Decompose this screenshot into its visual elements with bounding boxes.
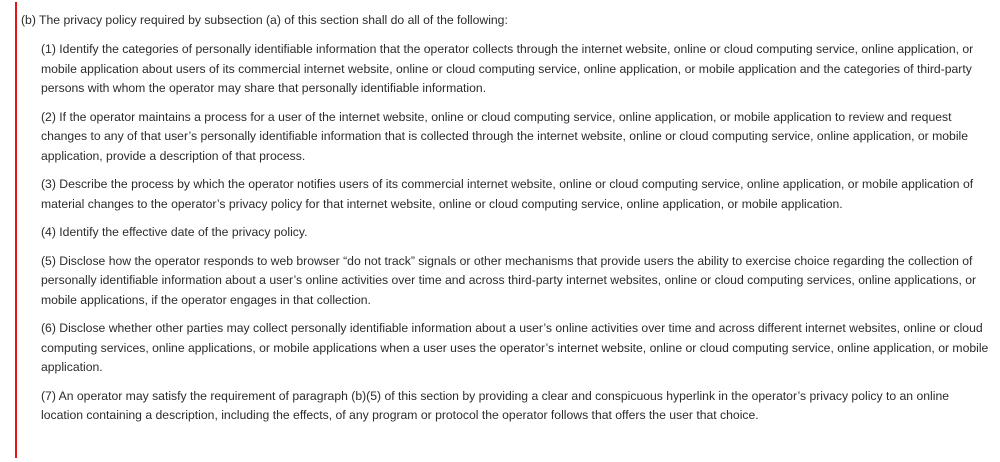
list-item: (3) Describe the process by which the operator notifies users of its commercial internet website, online or cloud computing service, online application, or mobile application of material changes to the operator’s privacy policy for that internet website, online or cloud computing service, online application, or mobile application. [41, 177, 974, 211]
requirements-list [21, 40, 993, 426]
list-item: (6) Disclose whether other parties may collect personally identifiable information about a user’s online activities over time and across different internet websites, online or cloud computing services, online applications, or mobile applications when a user uses the operator’s internet website, online or cloud computing service, online application, or mobile application. [41, 321, 989, 374]
blockquote-bar [15, 2, 17, 458]
list-item: (4) Identify the effective date of the privacy policy. [41, 225, 308, 239]
list-item: (1) Identify the categories of personally identifiable information that the operator collects through the internet website, online or cloud computing service, online application, or mobile application about users of its commercial internet website, online or cloud computing service, online application, or mobile application and the categories of third-party persons with whom the operator may share that personally identifiable information. [41, 42, 974, 95]
list-item: (7) An operator may satisfy the requirement of paragraph (b)(5) of this section by providing a clear and conspicuous hyperlink in the operator’s privacy policy to an online location containing a description, including the effects, of any program or protocol the operator follows that offers the user that choice. [41, 388, 949, 422]
list-item: (5) Disclose how the operator responds to web browser “do not track” signals or other mechanisms that provide users the ability to exercise choice regarding the collection of personally identifiable information about a user’s online activities over time and across third-party internet websites, online or cloud computing services, online applications, or mobile applications, if the operator engages in that collection. [41, 253, 977, 307]
statute-excerpt [21, 0, 993, 426]
list-item: (2) If the operator maintains a process for a user of the internet website, online or cloud computing service, online application, or mobile application to review and request changes to any of that user’s personally identifiable information that is collected through the internet website, online or cloud computing service, online application, or mobile application, provide a description of that process. [41, 109, 969, 163]
subsection-intro: (b) The privacy policy required by subsection (a) of this section shall do all of the following: [21, 13, 508, 27]
